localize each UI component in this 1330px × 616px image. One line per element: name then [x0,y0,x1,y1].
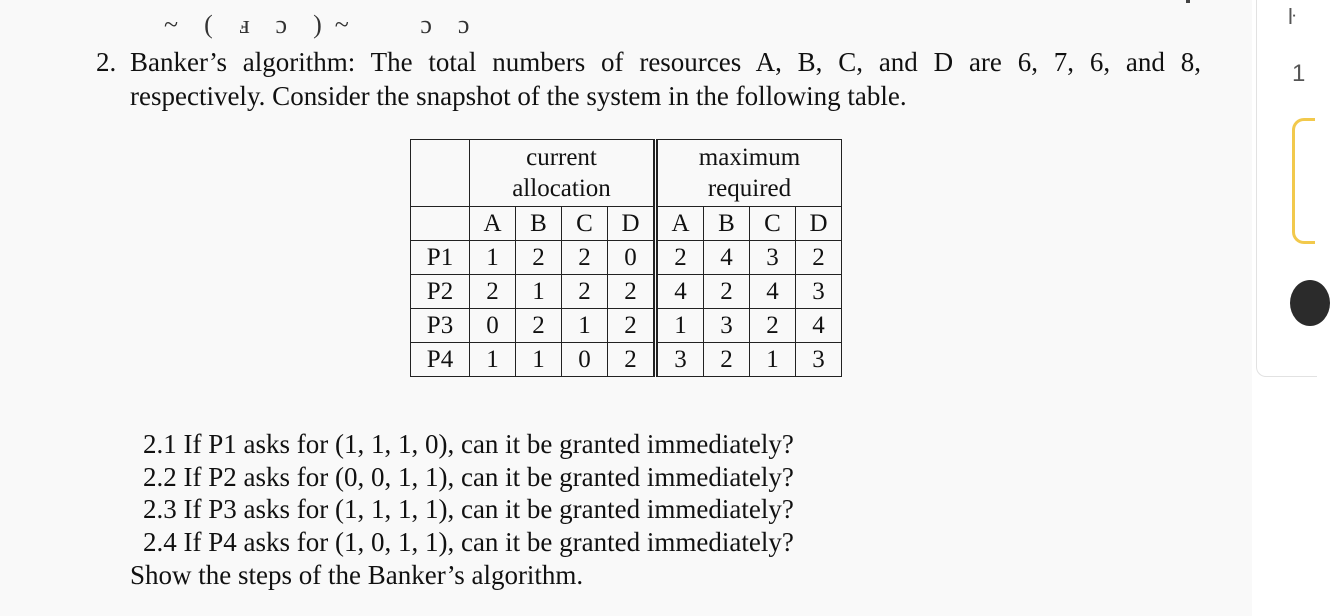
edge-text-side: 1 [1292,60,1306,87]
corner-cell [411,140,470,207]
maximum-cell: 1 [656,309,704,343]
table-group-header-row [411,140,842,207]
maximum-cell: 4 [704,241,750,275]
question-line-2: respectively. Consider the snapshot of the system in the following table. [130,81,907,111]
allocation-header-line2: allocation [512,175,611,202]
allocation-cell: 2 [562,275,608,309]
resource-header-corner [411,207,470,241]
process-label: P2 [411,275,470,309]
table-row [411,343,842,377]
question-number: 2. [96,47,117,77]
allocation-cell: 0 [470,309,516,343]
max-resource-header: D [796,207,842,241]
subquestion-list [143,428,794,558]
max-resource-header: A [656,207,704,241]
edge-text-top: ŀ [1288,4,1296,29]
maximum-header-line1: maximum [698,144,801,171]
allocation-header [470,140,656,207]
maximum-cell: 1 [750,343,796,377]
allocation-cell: 0 [562,343,608,377]
subquestion-2-1: 2.1 If P1 asks for (1, 1, 1, 0), can it be granted immediately? [143,429,794,459]
avatar-icon[interactable] [1290,280,1330,326]
subquestion-2-3: 2.3 If P3 asks for (1, 1, 1, 1), can it be granted immediately? [143,494,794,524]
process-label: P4 [411,343,470,377]
maximum-cell: 2 [704,343,750,377]
alloc-resource-header: C [562,207,608,241]
table-row [411,309,842,343]
maximum-header-line2: required [707,175,792,202]
allocation-cell: 2 [516,241,562,275]
allocation-cell: 2 [608,275,656,309]
cropped-previous-line: ~ ( ⅎ ɔ ) ~ ɔ ɔ [164,10,470,39]
alloc-resource-header: B [516,207,562,241]
allocation-cell: 1 [516,343,562,377]
max-resource-header: C [750,207,796,241]
table-resource-header-row [411,207,842,241]
table-row [411,241,842,275]
question-text-1: Banker’s algorithm: The total numbers of resources A, B, C, and D are 6, 7, 6, and 8, [130,47,1201,77]
allocation-cell: 2 [516,309,562,343]
subquestion-2-4: 2.4 If P4 asks for (1, 0, 1, 1), can it be granted immediately? [143,526,794,557]
allocation-cell: 1 [562,309,608,343]
maximum-header [656,140,842,207]
subquestion-2-2: 2.2 If P2 asks for (0, 0, 1, 1), can it be granted immediately? [143,461,794,492]
allocation-cell: 2 [470,275,516,309]
maximum-cell: 3 [704,309,750,343]
allocation-cell: 1 [516,275,562,309]
maximum-cell: 4 [750,275,796,309]
allocation-cell: 2 [608,309,656,343]
table-row [411,275,842,309]
question-line-1 [96,45,1201,79]
instruction-footer: Show the steps of the Banker’s algorithm. [130,560,584,590]
maximum-cell: 2 [796,241,842,275]
maximum-cell: 3 [796,343,842,377]
allocation-cell: 0 [608,241,656,275]
maximum-cell: 3 [796,275,842,309]
maximum-cell: 3 [750,241,796,275]
maximum-cell: 4 [656,275,704,309]
process-label: P3 [411,309,470,343]
allocation-cell: 2 [608,343,656,377]
allocation-cell: 1 [470,343,516,377]
snapshot-table [410,139,842,377]
question-2 [96,45,1216,113]
process-label: P1 [411,241,470,275]
scroll-marker [1186,0,1190,3]
maximum-cell: 4 [796,309,842,343]
allocation-header-line1: current [526,144,597,171]
maximum-cell: 2 [656,241,704,275]
allocation-cell: 2 [562,241,608,275]
maximum-cell: 2 [750,309,796,343]
alloc-resource-header: A [470,207,516,241]
maximum-cell: 3 [656,343,704,377]
maximum-cell: 2 [704,275,750,309]
highlighted-option-button[interactable] [1292,118,1315,244]
alloc-resource-header: D [608,207,656,241]
max-resource-header: B [704,207,750,241]
allocation-cell: 1 [470,241,516,275]
